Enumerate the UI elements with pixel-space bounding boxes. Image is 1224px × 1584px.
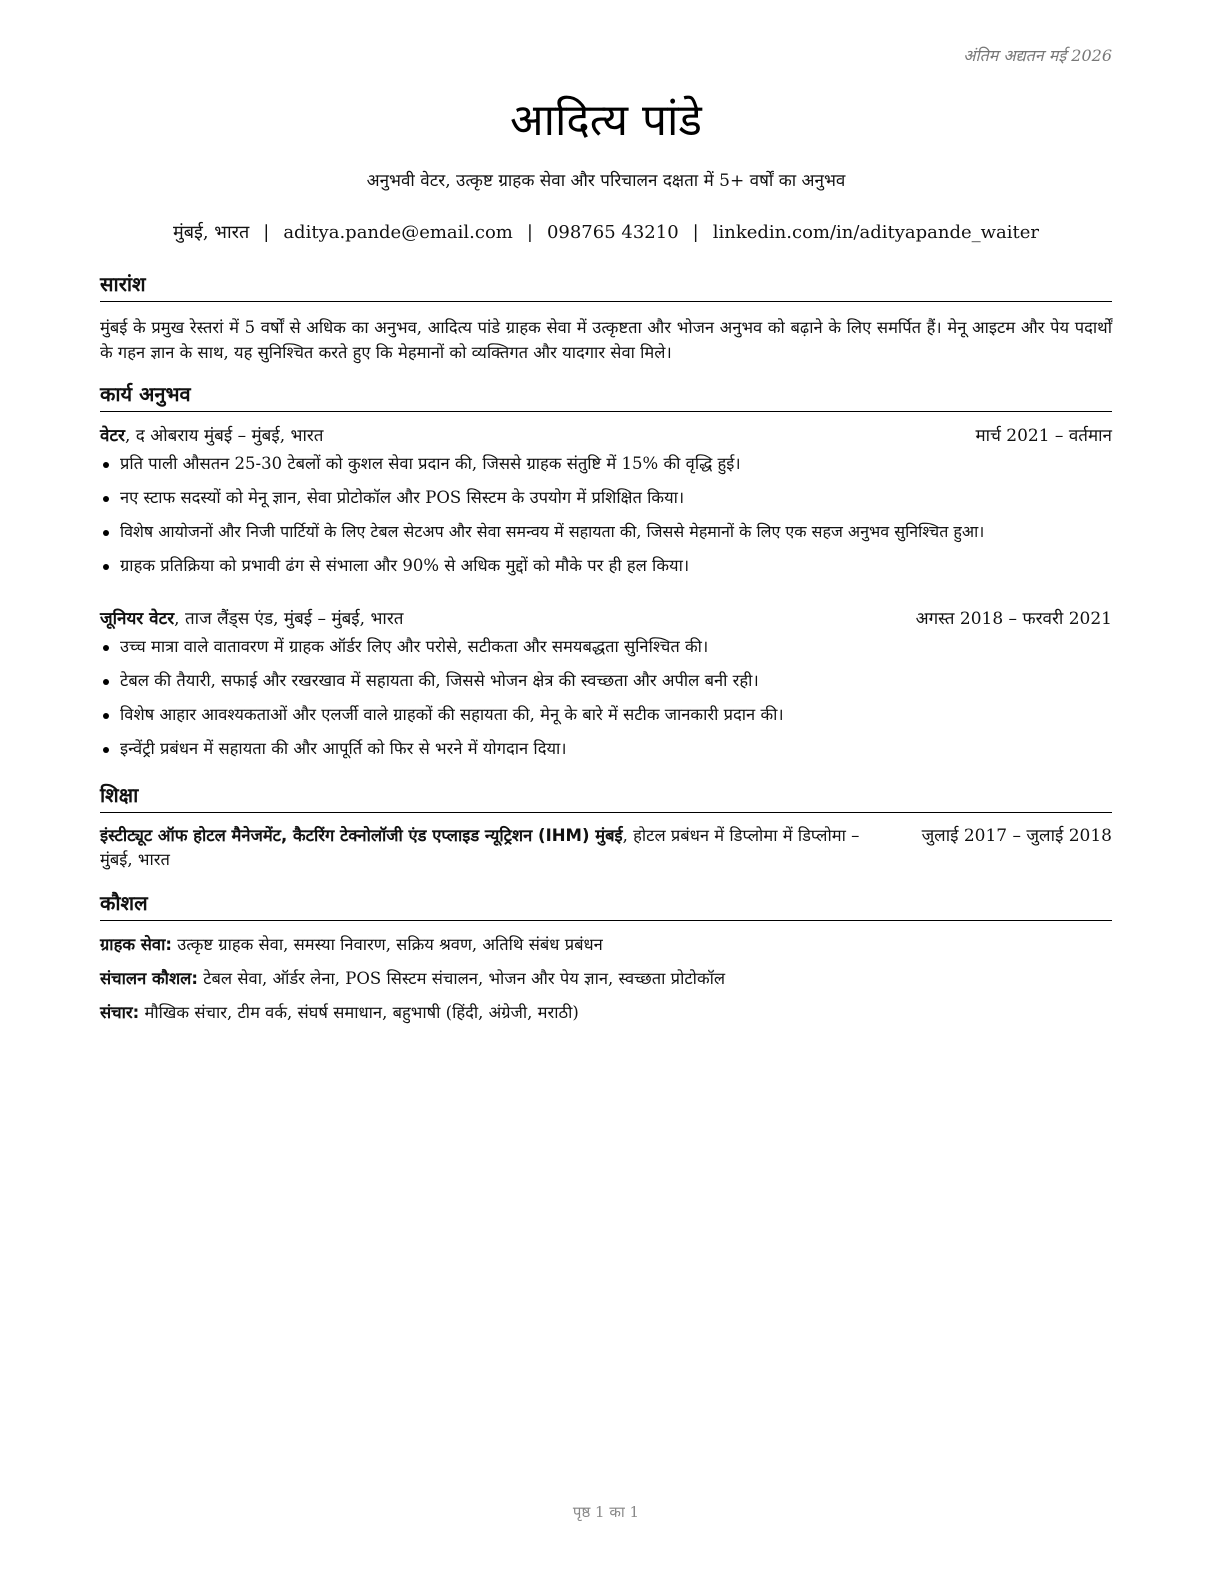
last-updated-text: अंतिम अद्यतन मई 2026 bbox=[963, 46, 1112, 65]
job-dates: अगस्त 2018 – फरवरी 2021 bbox=[915, 609, 1112, 629]
job-bullet: टेबल की तैयारी, सफाई और रखरखाव में सहायता की, जिससे भोजन क्षेत्र की स्वच्छता और अपील बनी रही। bbox=[100, 669, 1112, 703]
skill-category: संचार: bbox=[100, 1003, 140, 1022]
contact-separator: | bbox=[263, 222, 270, 243]
job-bullet: नए स्टाफ सदस्यों को मेनू ज्ञान, सेवा प्रोटोकॉल और POS सिस्टम के उपयोग में प्रशिक्षित किया। bbox=[100, 486, 1112, 520]
education-text bbox=[100, 824, 880, 872]
job-header bbox=[100, 606, 1112, 629]
skill-category: ग्राहक सेवा: bbox=[100, 935, 172, 954]
contact-separator: | bbox=[526, 222, 533, 243]
section-title-experience: कार्य अनुभव bbox=[100, 380, 1112, 412]
contact-linkedin[interactable]: linkedin.com/in/adityapande_waiter bbox=[712, 222, 1040, 243]
job-dates: मार्च 2021 – वर्तमान bbox=[975, 426, 1112, 446]
job-bullet: विशेष आहार आवश्यकताओं और एलर्जी वाले ग्राहकों की सहायता की, मेनू के बारे में सटीक जानकारी प्रदान की। bbox=[100, 703, 1112, 737]
education-entry bbox=[100, 824, 1112, 872]
job-role: जूनियर वेटर bbox=[100, 609, 175, 629]
job-employer: , ताज लैंड्स एंड, मुंबई – मुंबई, भारत bbox=[174, 609, 404, 629]
contact-line bbox=[100, 220, 1112, 244]
job-bullet: विशेष आयोजनों और निजी पार्टियों के लिए टेबल सेटअप और सेवा समन्वय में सहायता की, जिससे मेहमानों के लिए एक सहज अनुभव सुनिश्चित हुआ। bbox=[100, 520, 1112, 554]
contact-separator: | bbox=[692, 222, 699, 243]
job-header bbox=[100, 423, 1112, 446]
candidate-name: आदित्य पांडे bbox=[510, 95, 702, 146]
skill-line bbox=[100, 966, 1112, 989]
page-number: पृष्ठ 1 का 1 bbox=[572, 1503, 640, 1521]
section-title-skills: कौशल bbox=[100, 889, 1112, 921]
resume-page bbox=[100, 0, 1112, 1584]
job-employer: , द ओबराय मुंबई – मुंबई, भारत bbox=[124, 426, 324, 446]
skill-line bbox=[100, 1000, 1112, 1023]
job-bullet: ग्राहक प्रतिक्रिया को प्रभावी ढंग से संभाला और 90% से अधिक मुद्दों को मौके पर ही हल किया। bbox=[100, 554, 1112, 588]
education-institution: इंस्टीट्यूट ऑफ होटल मैनेजमेंट, कैटरिंग टेक्नोलॉजी एंड एप्लाइड न्यूट्रिशन (IHM) मुंबई bbox=[100, 826, 623, 845]
contact-location: मुंबई, भारत bbox=[172, 222, 250, 243]
education-dates: जुलाई 2017 – जुलाई 2018 bbox=[921, 826, 1112, 846]
skill-values: उत्कृष्ट ग्राहक सेवा, समस्या निवारण, सक्रिय श्रवण, अतिथि संबंध प्रबंधन bbox=[171, 935, 603, 954]
job-bullet: इन्वेंट्री प्रबंधन में सहायता की और आपूर्ति को फिर से भरने में योगदान दिया। bbox=[100, 737, 1112, 771]
skill-values: मौखिक संचार, टीम वर्क, संघर्ष समाधान, बहुभाषी (हिंदी, अंग्रेजी, मराठी) bbox=[139, 1003, 579, 1022]
job-bullet: प्रति पाली औसतन 25-30 टेबलों को कुशल सेवा प्रदान की, जिससे ग्राहक संतुष्टि में 15% की वृद्धि हुई। bbox=[100, 452, 1112, 486]
skill-values: टेबल सेवा, ऑर्डर लेना, POS सिस्टम संचालन, भोजन और पेय ज्ञान, स्वच्छता प्रोटोकॉल bbox=[197, 969, 726, 988]
contact-email[interactable]: aditya.pande@email.com bbox=[283, 222, 513, 243]
job-bullets bbox=[100, 635, 1112, 771]
job-role: वेटर bbox=[100, 426, 125, 446]
skill-category: संचालन कौशल: bbox=[100, 969, 198, 988]
section-title-education: शिक्षा bbox=[100, 781, 1112, 813]
education-details: , होटल प्रबंधन में डिप्लोमा में डिप्लोमा – मुंबई, भारत bbox=[100, 826, 860, 869]
skill-line bbox=[100, 932, 1112, 955]
contact-phone: 098765 43210 bbox=[546, 222, 679, 243]
summary-text: मुंबई के प्रमुख रेस्तरां में 5 वर्षों से अधिक का अनुभव, आदित्य पांडे ग्राहक सेवा में उत्कृष्टता और भोजन अनुभव को बढ़ाने के लिए समर्पित हैं। मेनू आइटम और पेय पदार्थों के गहन ज्ञान के साथ, यह सुनिश्चित करते हुए कि मेहमानों को व्यक्तिगत और यादगार सेवा मिले। bbox=[100, 318, 1112, 362]
job-bullet: उच्च मात्रा वाले वातावरण में ग्राहक ऑर्डर लिए और परोसे, सटीकता और समयबद्धता सुनिश्चित की। bbox=[100, 635, 1112, 669]
job-bullets bbox=[100, 452, 1112, 588]
tagline: अनुभवी वेटर, उत्कृष्ट ग्राहक सेवा और परिचालन दक्षता में 5+ वर्षों का अनुभव bbox=[366, 171, 846, 191]
section-title-summary: सारांश bbox=[100, 270, 1112, 302]
